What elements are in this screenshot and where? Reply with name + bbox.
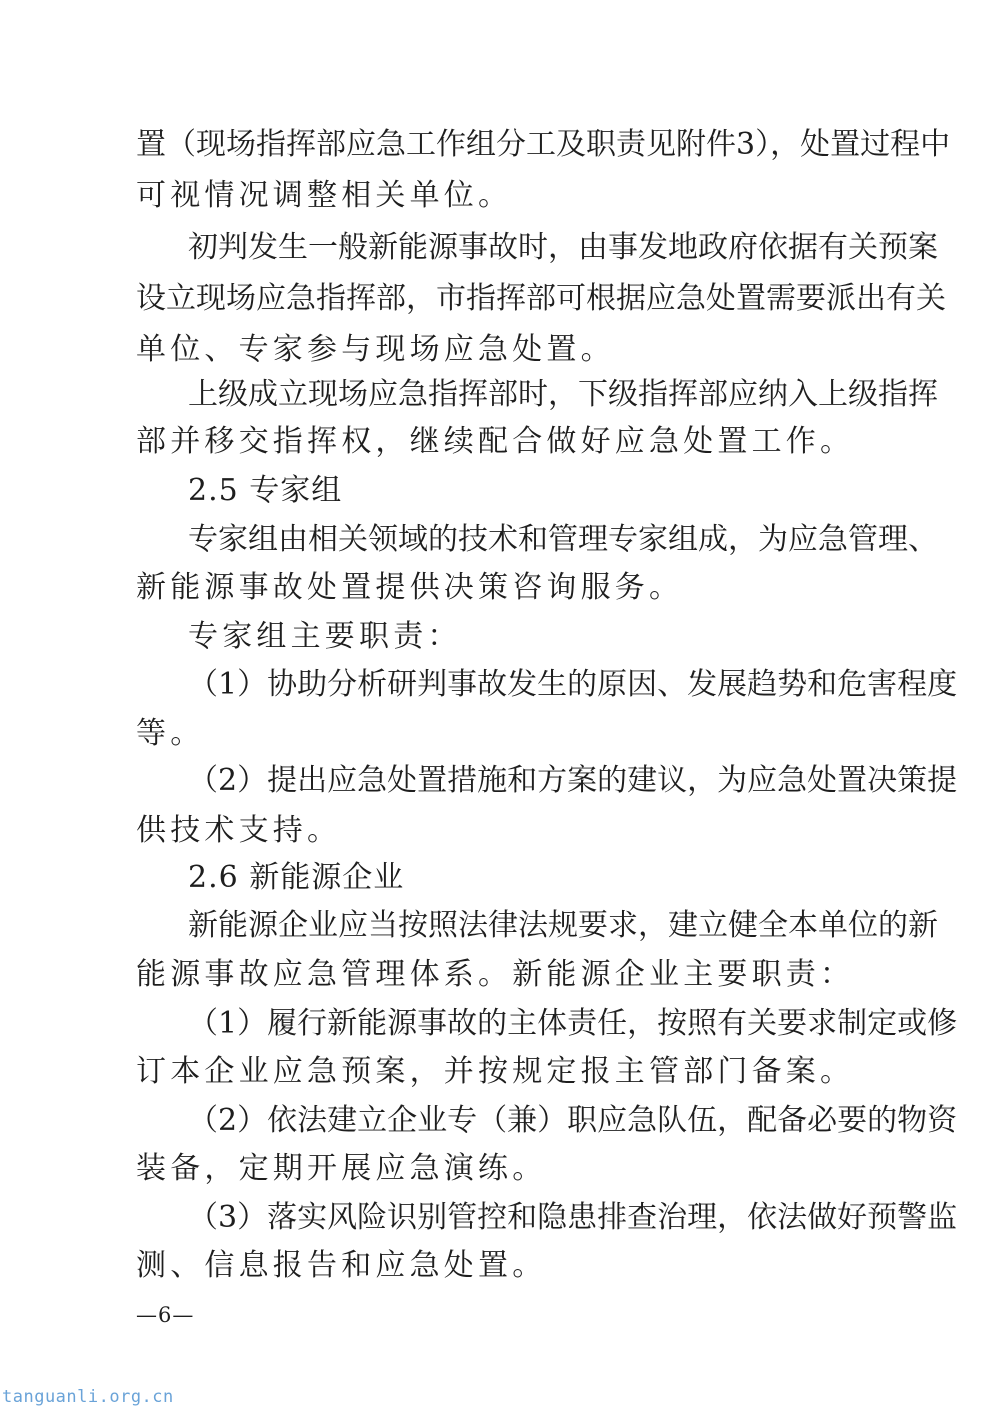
list-item-continuation: 装备，定期开展应急演练。 [136, 1151, 547, 1186]
paragraph-line: 新能源企业应当按照法律法规要求，建立健全本单位的新 [188, 908, 938, 943]
paragraph-line: 专家组由相关领域的技术和管理专家组成，为应急管理、 [188, 522, 938, 557]
paragraph-line: 初判发生一般新能源事故时，由事发地政府依据有关预案 [188, 230, 938, 265]
section-heading: 2.5 专家组 [188, 473, 343, 508]
paragraph-line: 部并移交指挥权，继续配合做好应急处置工作。 [136, 424, 855, 459]
page-number: —6— [136, 1303, 195, 1327]
list-item-continuation: 测、信息报告和应急处置。 [136, 1248, 547, 1283]
list-item-continuation: 订本企业应急预案，并按规定报主管部门备案。 [136, 1054, 855, 1089]
section-heading: 2.6 新能源企业 [188, 860, 405, 895]
watermark: tanguanli.org.cn [2, 1387, 174, 1407]
list-item: （1）履行新能源事故的主体责任，按照有关要求制定或修 [188, 1006, 958, 1041]
paragraph-line: 可视情况调整相关单位。 [136, 178, 513, 213]
paragraph-line: 置（现场指挥部应急工作组分工及职责见附件3），处置过程中 [136, 127, 951, 162]
list-item-continuation: 等。 [136, 716, 205, 751]
paragraph-line: 新能源事故处置提供决策咨询服务。 [136, 570, 684, 605]
paragraph-line: 专家组主要职责： [188, 619, 462, 654]
paragraph-line: 单位、专家参与现场应急处置。 [136, 332, 615, 367]
list-item-continuation: 供技术支持。 [136, 813, 342, 848]
list-item: （3）落实风险识别管控和隐患排查治理，依法做好预警监 [188, 1200, 958, 1235]
paragraph-line: 上级成立现场应急指挥部时，下级指挥部应纳入上级指挥 [188, 377, 938, 412]
list-item: （1）协助分析研判事故发生的原因、发展趋势和危害程度 [188, 667, 958, 702]
list-item: （2）依法建立企业专（兼）职应急队伍，配备必要的物资 [188, 1103, 958, 1138]
paragraph-line: 能源事故应急管理体系。新能源企业主要职责： [136, 957, 855, 992]
list-item: （2）提出应急处置措施和方案的建议，为应急处置决策提 [188, 763, 958, 798]
paragraph-line: 设立现场应急指挥部，市指挥部可根据应急处置需要派出有关 [136, 281, 946, 316]
